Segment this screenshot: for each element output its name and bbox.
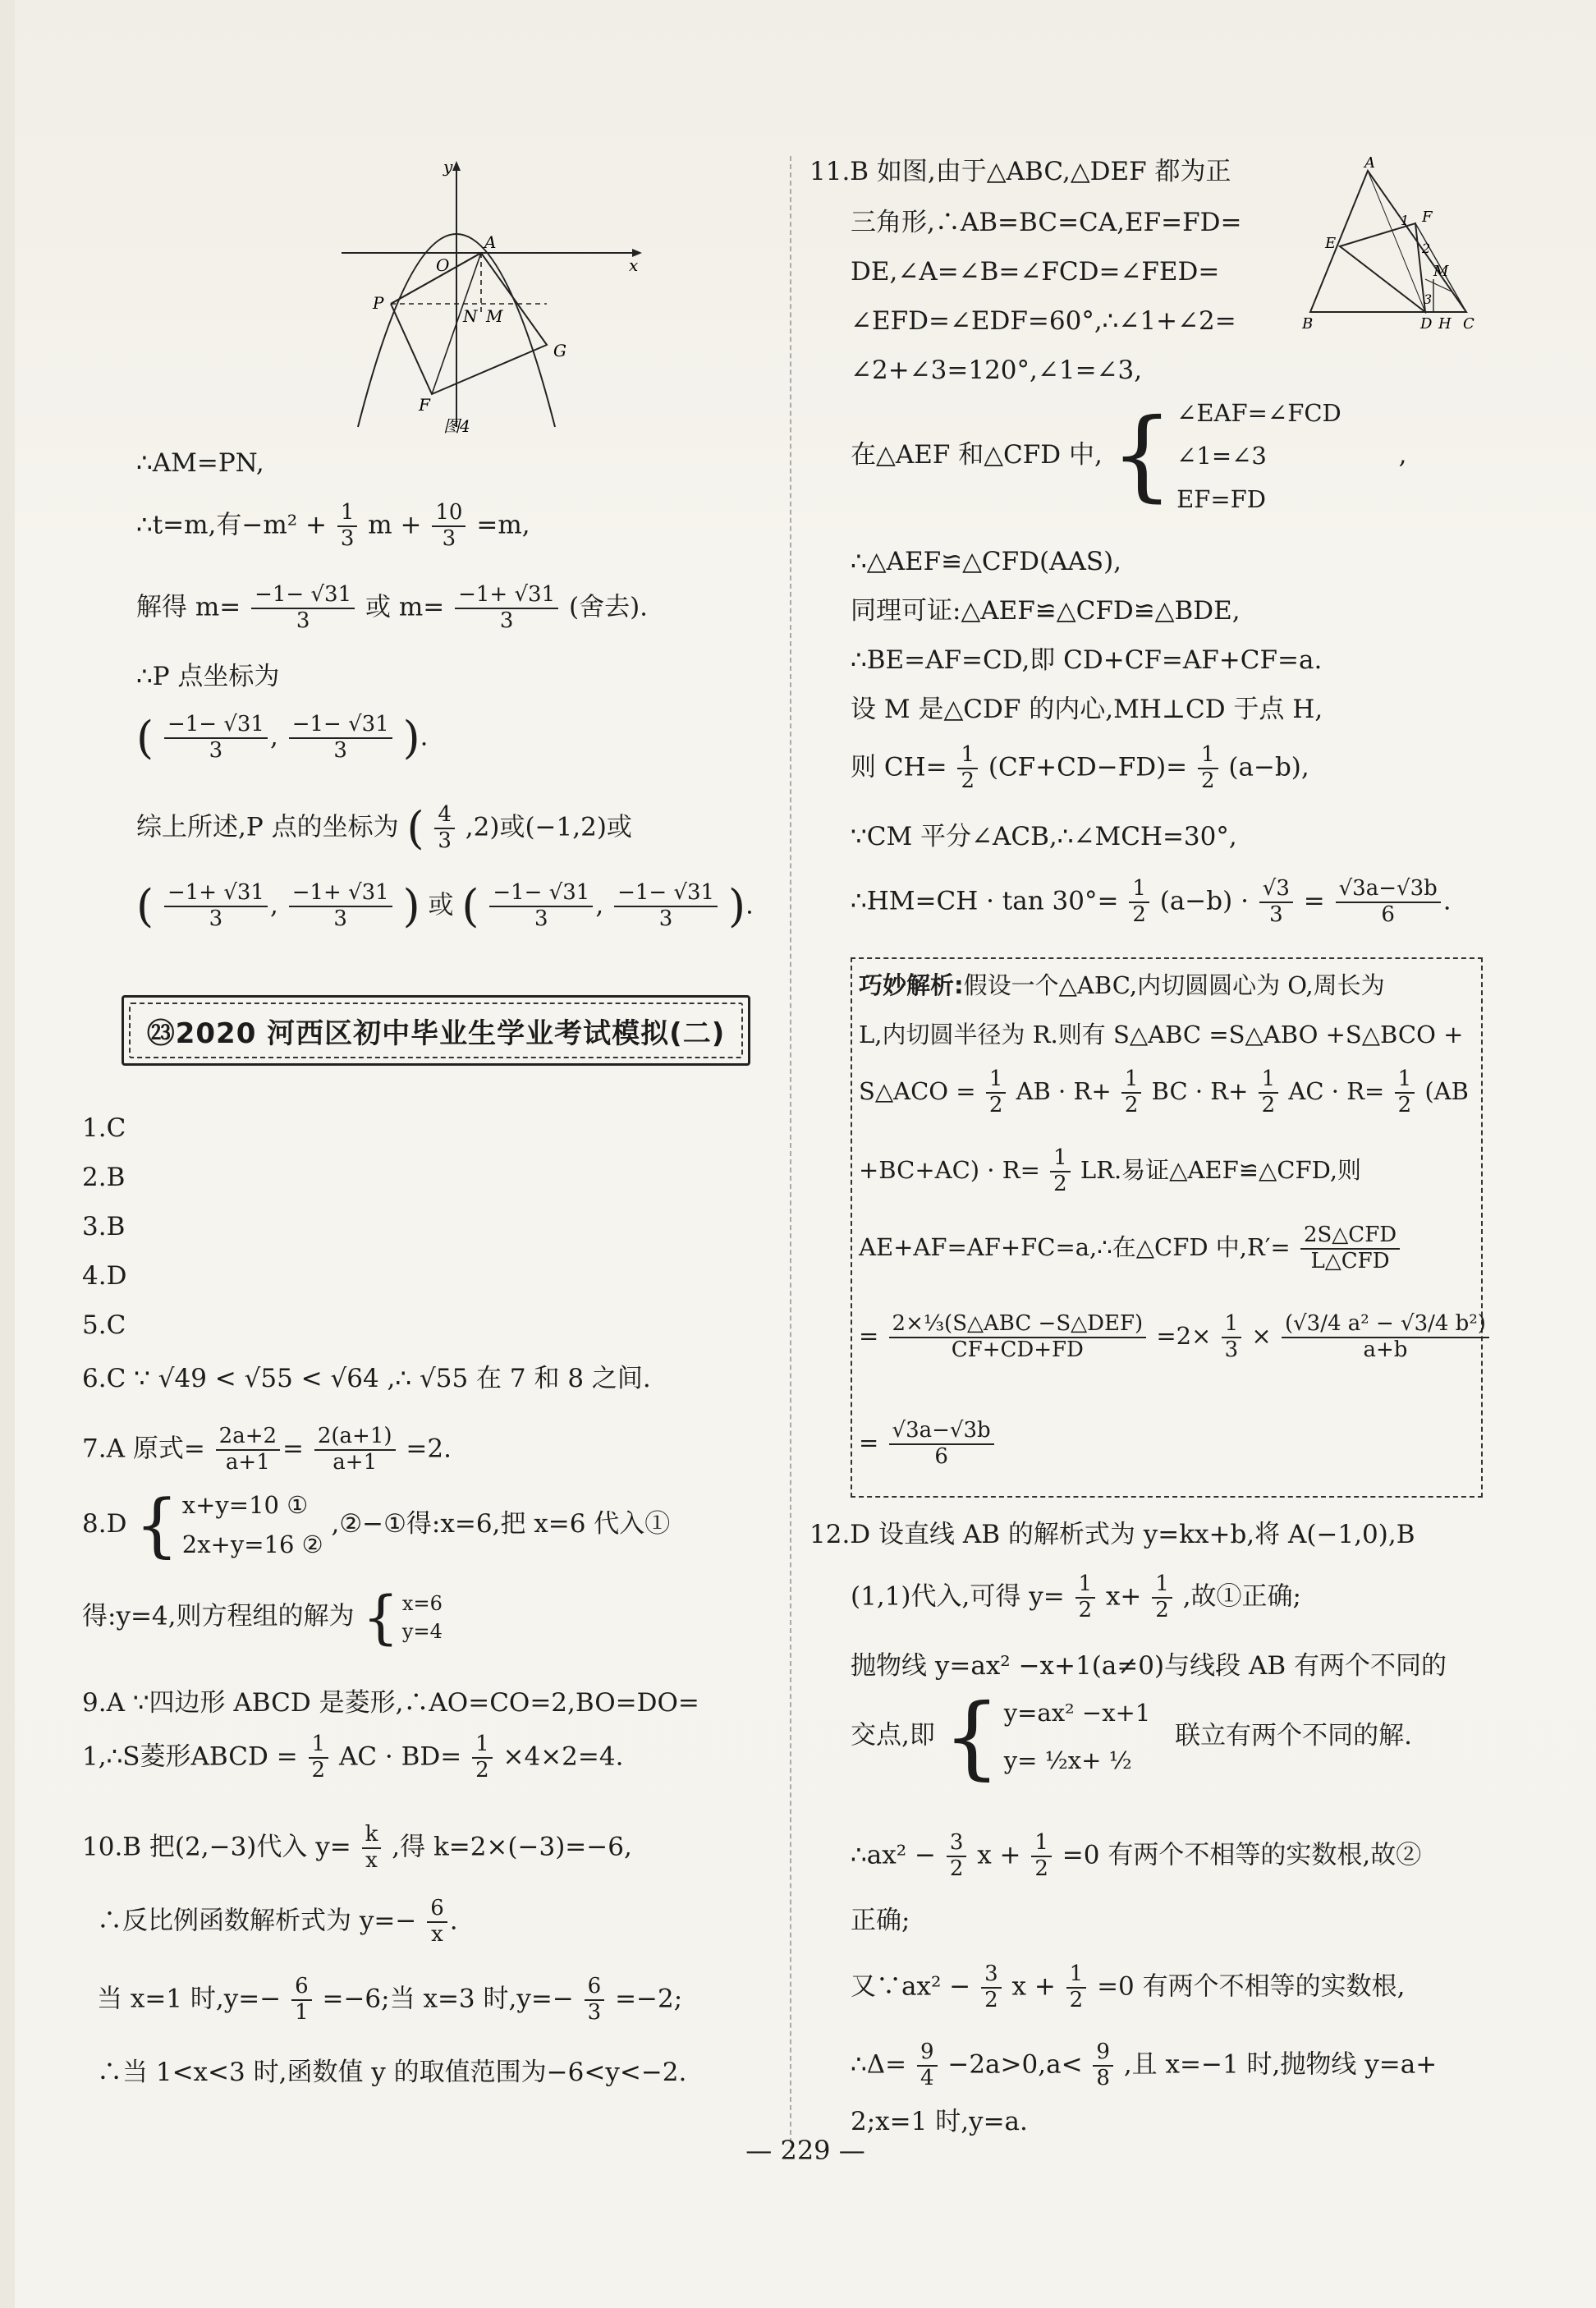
text: ∴反比例函数解析式为 y=− [97, 1906, 417, 1936]
q12-line-2 [851, 1572, 1301, 1623]
tip-line-3 [859, 1067, 1469, 1118]
fig4-label-f: F [419, 395, 430, 415]
answer-10-line-4: ∴当 1<x<3 时,函数值 y 的取值范围为−6<y<−2. [97, 2058, 687, 2087]
fig-label-b: B [1302, 315, 1314, 333]
fraction [489, 881, 593, 932]
fig-label-d: D [1420, 315, 1433, 333]
fig4-label-o: O [436, 255, 450, 275]
denominator: a+b [1363, 1337, 1408, 1362]
text: AE+AF=AF+FC=a,∴在△CFD 中,R′= [859, 1232, 1291, 1261]
tip-line-7 [859, 1419, 997, 1470]
denominator: 2 [1155, 1597, 1169, 1622]
left-line-5: ( $\frac{-1- √31}{3}$ , $\frac{-1- √31}{3}$ ). [136, 711, 429, 764]
text: ,2)或(−1,2)或 [465, 812, 632, 842]
fraction [216, 1425, 280, 1475]
q12-line-7 [851, 1962, 1405, 2013]
q11-line-2: 三角形,∴AB=BC=CA,EF=FD= [851, 208, 1242, 237]
page-number: — 229 — [745, 2135, 865, 2166]
equation-system: { y=ax² −x+1 y= ½x+ ½ [942, 1684, 1151, 1789]
numerator: 1 [1075, 1572, 1096, 1599]
fraction [1121, 1067, 1142, 1118]
fraction [1282, 1312, 1489, 1363]
fraction [1222, 1312, 1242, 1363]
numerator: 1 [1050, 1146, 1071, 1172]
paren: ( [406, 802, 424, 854]
tip-line-5 [859, 1223, 1402, 1274]
denominator: 2 [311, 1757, 326, 1783]
q11-line-4: ∠EFD=∠EDF=60°,∴∠1+∠2= [851, 306, 1236, 336]
q12-line-5 [851, 1831, 1421, 1882]
q11-line-5: ∠2+∠3=120°,∠1=∠3, [851, 356, 1143, 385]
text: 8.D [82, 1508, 127, 1539]
numerator: 1 [337, 501, 358, 527]
text: LR.易证△AEF≌△CFD,则 [1080, 1155, 1362, 1184]
text: =2× [1156, 1321, 1212, 1350]
numerator: 2a+2 [216, 1425, 280, 1451]
denominator: 3 [442, 525, 456, 551]
answer-10-line-2: ∴反比例函数解析式为 y=− $\frac{6}{x}$ . [97, 1896, 458, 1947]
text: −2a>0,a< [947, 2049, 1083, 2080]
tip-line-4 [859, 1146, 1361, 1197]
equation-row: y= ½x+ ½ [1003, 1746, 1132, 1774]
denominator: 3 [209, 906, 223, 931]
numerator: 10 [432, 501, 466, 527]
fig4-label-x: x [629, 255, 639, 275]
text: (a−b) · [1159, 886, 1249, 916]
text: 解得 m= [136, 592, 241, 622]
fraction [1031, 1831, 1052, 1882]
q11-line-1: 11.B 如图,由于△ABC,△DEF 都为正 [809, 157, 1231, 186]
denominator: 2 [1397, 1092, 1412, 1117]
fig4-label-g: G [553, 341, 566, 360]
column-divider [790, 156, 791, 2151]
numerator: 1 [1395, 1067, 1415, 1094]
numerator: −1− √31 [614, 881, 718, 907]
fig-label-2: 2 [1422, 241, 1431, 256]
q11-line-9: ∴BE=AF=CD,即 CD+CF=AF+CF=a. [851, 645, 1323, 675]
text: ,得 k=2×(−3)=−6, [392, 1832, 632, 1862]
fig-label-3: 3 [1424, 291, 1433, 307]
fig-label-h: H [1438, 315, 1452, 333]
equation-system: { x+y=10 ① 2x+y=16 ② [135, 1484, 323, 1566]
numerator: 1 [309, 1732, 329, 1759]
fraction [1152, 1572, 1172, 1623]
text: , [1398, 439, 1407, 470]
fig-label-f: F [1422, 209, 1433, 226]
fraction [981, 1962, 1002, 2013]
equation-row: x+y=10 ① [181, 1491, 309, 1519]
tip-line-2: L,内切圆半径为 R.则有 S△ABC =S△ABO +S△BCO + [859, 1021, 1464, 1048]
q12-line-1: 12.D 设直线 AB 的解析式为 y=kx+b,将 A(−1,0),B [809, 1520, 1415, 1549]
answer-5: 5.C [82, 1310, 126, 1340]
text: =0 有两个不相等的实数根,故② [1062, 1840, 1422, 1870]
q12-line-6: 正确; [851, 1906, 910, 1935]
text: x + [977, 1840, 1021, 1870]
text: 在△AEF 和△CFD 中, [851, 439, 1103, 470]
q12-line-9: 2;x=1 时,y=a. [851, 2107, 1028, 2136]
text: S△ACO = [859, 1076, 976, 1105]
denominator: 2 [1053, 1171, 1067, 1196]
denominator: CF+CD+FD [951, 1337, 1084, 1362]
left-line-1: ∴AM=PN, [136, 448, 264, 478]
equation-row: y=4 [401, 1620, 443, 1643]
answer-8 [82, 1484, 671, 1566]
q11-line-8: 同理可证:△AEF≌△CFD≌△BDE, [851, 596, 1241, 626]
triangle-figure [1302, 156, 1474, 337]
denominator: L△CFD [1310, 1248, 1390, 1273]
q11-line-11 [851, 743, 1309, 794]
answer-9: 9.A ∵四边形 ABCD 是菱形,∴AO=CO=2,BO=DO= [82, 1688, 699, 1718]
fraction [889, 1312, 1147, 1363]
numerator: 1 [1031, 1831, 1052, 1857]
numerator: 1 [472, 1732, 493, 1759]
text: 当 x=1 时,y=− [97, 1984, 282, 2014]
text: 则 CH= [851, 752, 947, 782]
text: AC · BD= [338, 1741, 462, 1772]
paren: ) [402, 712, 420, 764]
denominator: 3 [1224, 1337, 1239, 1362]
fig4-caption: 图4 [443, 416, 470, 435]
answer-3: 3.B [82, 1212, 126, 1241]
text: AB · R+ [1016, 1076, 1112, 1105]
fraction [1093, 2040, 1113, 2091]
answer-10-line-3 [97, 1975, 682, 2026]
answer-4: 4.D [82, 1261, 127, 1291]
paren: ( [136, 880, 154, 932]
fraction [314, 1425, 396, 1475]
fig4-label-p: P [373, 293, 384, 313]
text: × [1251, 1321, 1272, 1350]
denominator: 2 [961, 768, 975, 793]
denominator: 3 [534, 906, 548, 931]
answer-8-cont [82, 1584, 443, 1651]
answer-7: 7.A 原式= $\frac{2a+2}{a+1}$ = $\frac{2(a+1)}{a+1}$ =2. [82, 1424, 452, 1475]
tip-label: 巧妙解析: [859, 971, 964, 999]
fig-label-m: M [1433, 263, 1449, 280]
text: +BC+AC) · R= [859, 1155, 1040, 1184]
numerator: √3a−√3b [1336, 877, 1441, 903]
numerator: −1+ √31 [289, 881, 392, 907]
numerator: (√3/4 a² − √3/4 b²) [1282, 1312, 1489, 1338]
text: ,②−①得:x=6,把 x=6 代入① [331, 1508, 671, 1539]
equation-row: EF=FD [1176, 484, 1267, 513]
numerator: −1− √31 [289, 713, 392, 739]
denominator: 3 [438, 828, 452, 853]
text: ∴t=m,有−m² + [136, 510, 328, 540]
text: 假设一个△ABC,内切圆圆心为 O,周长为 [963, 971, 1385, 999]
numerator: 6 [291, 1975, 312, 2001]
denominator: 3 [296, 608, 310, 633]
numerator: 1 [1259, 1067, 1279, 1094]
text: BC · R+ [1151, 1076, 1249, 1105]
fraction [957, 743, 978, 794]
text: =−6;当 x=3 时,y=− [322, 1984, 574, 2014]
denominator: 2 [1261, 1092, 1276, 1117]
left-line-3 [136, 583, 648, 634]
answer-1: 1.C [82, 1113, 126, 1143]
fraction [289, 881, 392, 932]
text: ×4×2=4. [502, 1741, 624, 1772]
text: 综上所述,P 点的坐标为 [136, 812, 399, 842]
numerator: 6 [585, 1975, 605, 2001]
denominator: 3 [209, 737, 223, 763]
fraction [1075, 1572, 1096, 1623]
left-line-2 [136, 501, 530, 552]
denominator: 3 [1269, 902, 1283, 927]
fraction [1336, 877, 1441, 928]
denominator: 3 [587, 1999, 602, 2025]
left-line-6 [136, 801, 632, 856]
tip-line-6 [859, 1312, 1492, 1363]
text: =m, [476, 510, 530, 540]
text: 或 [428, 890, 454, 920]
fig-label-c: C [1463, 315, 1474, 333]
numerator: √3a−√3b [889, 1419, 994, 1445]
numerator: −1− √31 [164, 713, 268, 739]
tip-line-1 [859, 970, 1385, 1000]
numerator: 2×⅓(S△ABC −S△DEF) [889, 1312, 1147, 1338]
q11-line-7: ∴△AEF≌△CFD(AAS), [851, 547, 1122, 576]
denominator: 8 [1096, 2065, 1110, 2090]
denominator: 3 [333, 737, 347, 763]
denominator: 3 [499, 608, 514, 633]
fig4-label-a: A [484, 232, 497, 252]
fraction [427, 1897, 447, 1948]
denominator: 4 [920, 2065, 934, 2090]
fraction [1259, 877, 1293, 928]
numerator: −1− √31 [251, 583, 355, 609]
numerator: 1 [1152, 1572, 1172, 1599]
fraction [917, 2040, 938, 2091]
denominator: a+1 [225, 1449, 270, 1475]
fraction [337, 501, 358, 552]
page [15, 0, 1596, 2308]
fraction [1300, 1223, 1400, 1274]
numerator: 1 [957, 743, 978, 769]
solution-system: { x=6 y=4 [362, 1584, 443, 1651]
fraction [251, 583, 355, 634]
denominator: 2 [475, 1757, 489, 1783]
fraction [1129, 877, 1149, 928]
denominator: 3 [658, 906, 673, 931]
equation-row: ∠1=∠3 [1176, 442, 1267, 470]
text: ∴ax² − [851, 1840, 936, 1870]
equation-row: y=ax² −x+1 [1003, 1698, 1151, 1727]
text: x+ [1105, 1581, 1142, 1612]
text: x + [1011, 1971, 1056, 2002]
equation-row: 2x+y=16 ② [181, 1530, 323, 1559]
section-title: ㉓2020 河西区初中毕业生学业考试模拟(二) [146, 1016, 726, 1050]
numerator: 9 [1093, 2040, 1113, 2067]
fraction [1259, 1067, 1279, 1118]
paren: ( [136, 712, 154, 764]
text: = [859, 1321, 879, 1350]
clever-analysis-box [851, 957, 1486, 1498]
text: 得:y=4,则方程组的解为 [82, 1601, 355, 1631]
numerator: 1 [1129, 877, 1149, 903]
fraction [434, 803, 455, 854]
fig-label-a: A [1364, 156, 1375, 172]
fraction [362, 1823, 382, 1874]
numerator: 3 [981, 1962, 1002, 1989]
fig4-label-m: M [486, 306, 503, 326]
text: AC · R= [1288, 1076, 1385, 1105]
numerator: 1 [1222, 1312, 1242, 1338]
fraction [1066, 1962, 1087, 2013]
text: (a−b), [1228, 752, 1309, 782]
left-line-7: ( $\frac{-1+ √31}{3}$ , $\frac{-1+ √31}{3}$ ) 或 ( $\frac{-1- √31}{3}$ , $\frac{-1- √31}{3}$ ). [136, 879, 754, 932]
text: ,且 x=−1 时,抛物线 y=a+ [1123, 2049, 1438, 2080]
fraction [947, 1831, 967, 1882]
denominator: 2 [1069, 1987, 1084, 2012]
denominator: 2 [988, 1092, 1003, 1117]
denominator: 6 [934, 1443, 948, 1469]
fraction [1198, 743, 1218, 794]
numerator: 1 [1066, 1962, 1087, 1989]
text: (CF+CD−FD)= [988, 752, 1188, 782]
numerator: 1 [986, 1067, 1007, 1094]
denominator: x [431, 1921, 443, 1947]
text: ∴HM=CH · tan 30°= [851, 886, 1119, 916]
q12-line-8 [851, 2040, 1437, 2091]
fraction [889, 1419, 994, 1470]
text: = [1303, 886, 1325, 916]
denominator: a+1 [332, 1449, 378, 1475]
answer-9-cont [82, 1732, 623, 1783]
fraction [309, 1732, 329, 1783]
text: ,故①正确; [1182, 1581, 1301, 1612]
fraction [289, 713, 392, 764]
equation-row: ∠EAF=∠FCD [1176, 399, 1341, 427]
text: m + [368, 510, 422, 540]
answer-6: 6.C ∵ √49 < √55 < √64 ,∴ √55 在 7 和 8 之间. [82, 1364, 651, 1393]
numerator: −1+ √31 [164, 881, 268, 907]
answer-2: 2.B [82, 1163, 126, 1192]
fraction [432, 501, 466, 552]
text: (1,1)代入,可得 y= [851, 1581, 1065, 1612]
numerator: 4 [434, 803, 455, 829]
numerator: 2(a+1) [314, 1425, 396, 1451]
fig-label-1: 1 [1401, 213, 1410, 228]
numerator: √3 [1259, 877, 1293, 903]
text: 1,∴S菱形ABCD = [82, 1741, 298, 1772]
text: 交点,即 [851, 1720, 935, 1751]
text: =0 有两个不相等的实数根, [1097, 1971, 1406, 2002]
denominator: 2 [1124, 1092, 1139, 1117]
q11-line-3: DE,∠A=∠B=∠FCD=∠FED= [851, 257, 1220, 287]
congruence-system: { ∠EAF=∠FCD ∠1=∠3 EF=FD [1110, 398, 1341, 513]
paren: ( [461, 880, 479, 932]
q11-line-12: ∵CM 平分∠ACB,∴∠MCH=30°, [851, 822, 1237, 851]
text: (舍去). [568, 592, 649, 622]
denominator: 3 [333, 906, 347, 931]
fraction [164, 713, 268, 764]
denominator: 3 [340, 525, 355, 551]
q12-line-4 [851, 1684, 1413, 1789]
denominator: 6 [1381, 902, 1395, 927]
fig4-label-n: N [463, 306, 478, 326]
denominator: 2 [949, 1856, 964, 1881]
q11-line-13: ∴HM=CH · tan 30°= $\frac{1}{2}$ (a−b) · $\frac{√3}{3}$ = $\frac{√3a-√3b}{6}$ . [851, 876, 1452, 927]
fraction [585, 1975, 605, 2026]
denominator: 2 [1201, 768, 1215, 793]
denominator: 2 [1034, 1856, 1048, 1881]
text: 联立有两个不同的解. [1175, 1720, 1413, 1751]
numerator: −1+ √31 [455, 583, 558, 609]
denominator: 2 [1132, 902, 1146, 927]
fraction [164, 881, 268, 932]
denominator: 2 [984, 1987, 998, 2012]
numerator: k [362, 1823, 382, 1849]
figure-4 [333, 156, 654, 435]
paren: ) [402, 880, 420, 932]
fraction [455, 583, 558, 634]
denominator: 1 [295, 1999, 309, 2025]
fraction [614, 881, 718, 932]
text: (AB [1424, 1076, 1469, 1105]
paren: ) [727, 880, 746, 932]
text: =2. [406, 1434, 452, 1464]
section-header [122, 995, 750, 1066]
text: 或 m= [365, 592, 445, 622]
fraction [472, 1732, 493, 1783]
text: 7.A 原式= [82, 1434, 205, 1464]
text: ∴Δ= [851, 2049, 907, 2080]
q11-line-10: 设 M 是△CDF 的内心,MH⊥CD 于点 H, [851, 695, 1323, 724]
denominator: x [365, 1847, 378, 1873]
text: 又∵ax² − [851, 1971, 971, 2002]
fraction [291, 1975, 312, 2026]
fraction [1050, 1146, 1071, 1197]
text: = [859, 1428, 879, 1457]
numerator: −1− √31 [489, 881, 593, 907]
q11-line-6 [851, 398, 1407, 514]
fig4-label-y: y [443, 157, 453, 177]
text: 10.B 把(2,−3)代入 y= [82, 1832, 351, 1862]
fraction [986, 1067, 1007, 1118]
fraction [1395, 1067, 1415, 1118]
numerator: 1 [1198, 743, 1218, 769]
q12-line-3: 抛物线 y=ax² −x+1(a≠0)与线段 AB 有两个不同的 [851, 1651, 1447, 1681]
numerator: 6 [427, 1897, 447, 1923]
numerator: 9 [917, 2040, 938, 2067]
numerator: 2S△CFD [1300, 1223, 1400, 1250]
left-line-4: ∴P 点坐标为 [136, 662, 280, 691]
numerator: 1 [1121, 1067, 1142, 1094]
equation-row: x=6 [401, 1592, 443, 1615]
fig-label-e: E [1325, 235, 1337, 252]
numerator: 3 [947, 1831, 967, 1857]
answer-10 [82, 1823, 632, 1874]
text: =−2; [615, 1984, 683, 2014]
denominator: 2 [1078, 1597, 1093, 1622]
